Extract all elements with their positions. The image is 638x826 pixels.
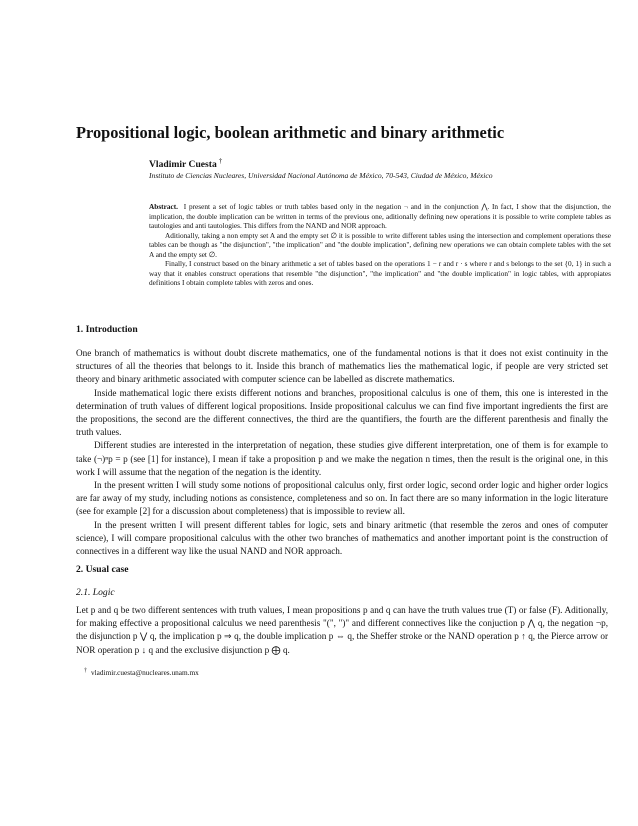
author-footnote-mark: †	[218, 157, 223, 165]
author-affiliation: Instituto de Ciencias Nucleares, Universidad Nacional Autónoma de México, 70-543, Ciudad de México, México	[149, 171, 493, 180]
paragraph: In the present written I will study some notions of propositional calculus only, first order logic, second order logic and higher order logics are far away of my study, including notions as consistence, completeness and so on. In fact there are so many information in the logic literature (see for example [2] for a discussion about completeness) that is impossible to review all.	[76, 480, 608, 517]
paragraph: One branch of mathematics is without doubt discrete mathematics, one of the fundamental notions is that it does not exist continuity in the structures of all the theories that belongs to it. Inside this branch of mathematics lies the mathematical logic, if people are very stricted set theory and binary arithmetic associated with computer science can be labelled as discrete mathematics.	[76, 348, 608, 385]
abstract-paragraph-3: Finally, I construct based on the binary arithmetic a set of tables based on the operations 1 − r and r · s where r and s belongs to the set {0, 1} in such a way that it enables construct operations that resemble "the disjunction", "the implication" and "the double implication" in logic tables, with appropiates definitions I obtain complete tables with zeros and ones.	[149, 259, 611, 287]
footnote-email: vladimir.cuesta@nucleares.unam.mx	[91, 668, 199, 677]
abstract	[149, 202, 611, 288]
paragraph: Different studies are interested in the interpretation of negation, these studies give different interpretation, one of them is for example to take (¬)ⁿp = p (see [1] for instance), I mean if take a proposition p and we make the negation n times, then the result is the original one, in this work I will assume that the negation of the negation is the identity.	[76, 440, 608, 477]
abstract-text-1: I present a set of logic tables or truth tables based only in the negation ¬ and in the conjunction ⋀. In fact, I show that the disjunction, the implication, the double implication can be written in terms of the previous one, aditionally defining new operations it is possible to write complete tables as tautologies and anti tautologies. This differs from the NAND and NOR approach.	[149, 202, 611, 230]
footnote-mark: †	[84, 668, 87, 674]
section-body-logic	[76, 604, 608, 657]
author-name-text: Vladimir Cuesta	[149, 159, 217, 170]
section-heading-usual-case: 2. Usual case	[76, 564, 129, 575]
section-heading-introduction: 1. Introduction	[76, 324, 138, 335]
subsection-heading-logic: 2.1. Logic	[76, 587, 115, 598]
paragraph: In the present written I will present different tables for logic, sets and binary aritmetic (that resemble the zeros and ones of computer science), I will compare propositional calculus with the other two branches of mathematics and another important point is the construction of connectives in a different way like the usual NAND and NOR approach.	[76, 519, 608, 557]
paragraph: Let p and q be two different sentences with truth values, I mean propositions p and q can have the truth values true (T) or false (F). Aditionally, for making effective a propositional calculus we need parenthesis "(", ")" and different connectives like the conjuction p ⋀ q, the negation ¬p, the disjunction p ⋁ q, the implication p ⇒ q, the double implication p ⇔ q, the Sheffer stroke or the NAND operation p ↑ q, the Pierce arrow or NOR operation p ↓ q and the exclusive disjunction p ⨁ q.	[76, 605, 608, 655]
paper-title: Propositional logic, boolean arithmetic and binary arithmetic	[76, 123, 505, 142]
author-name	[149, 155, 222, 171]
abstract-label: Abstract.	[149, 202, 178, 211]
section-body-introduction	[76, 347, 608, 558]
paragraph: Inside mathematical logic there exists different notions and branches, propositional calculus is one of them, this one is interested in the determination of truth values of different logical propositions. Inside propositional calculus we can find five important ingredients the first are the propositions, the second are the different connectives, the third are the quantifiers, the fourth are the different parenthesis and finally the truth values.	[76, 387, 608, 438]
abstract-paragraph-1	[149, 202, 611, 231]
footnote	[84, 666, 199, 678]
abstract-paragraph-2: Aditionally, taking a non empty set A and the empty set ∅ it is possible to write different tables using the intersection and complement operations these tables can be though as "the disjunction", "the implication" and "the double implication", defining new operations we can obtain complete tables with the set A and the empty set ∅.	[149, 230, 611, 259]
